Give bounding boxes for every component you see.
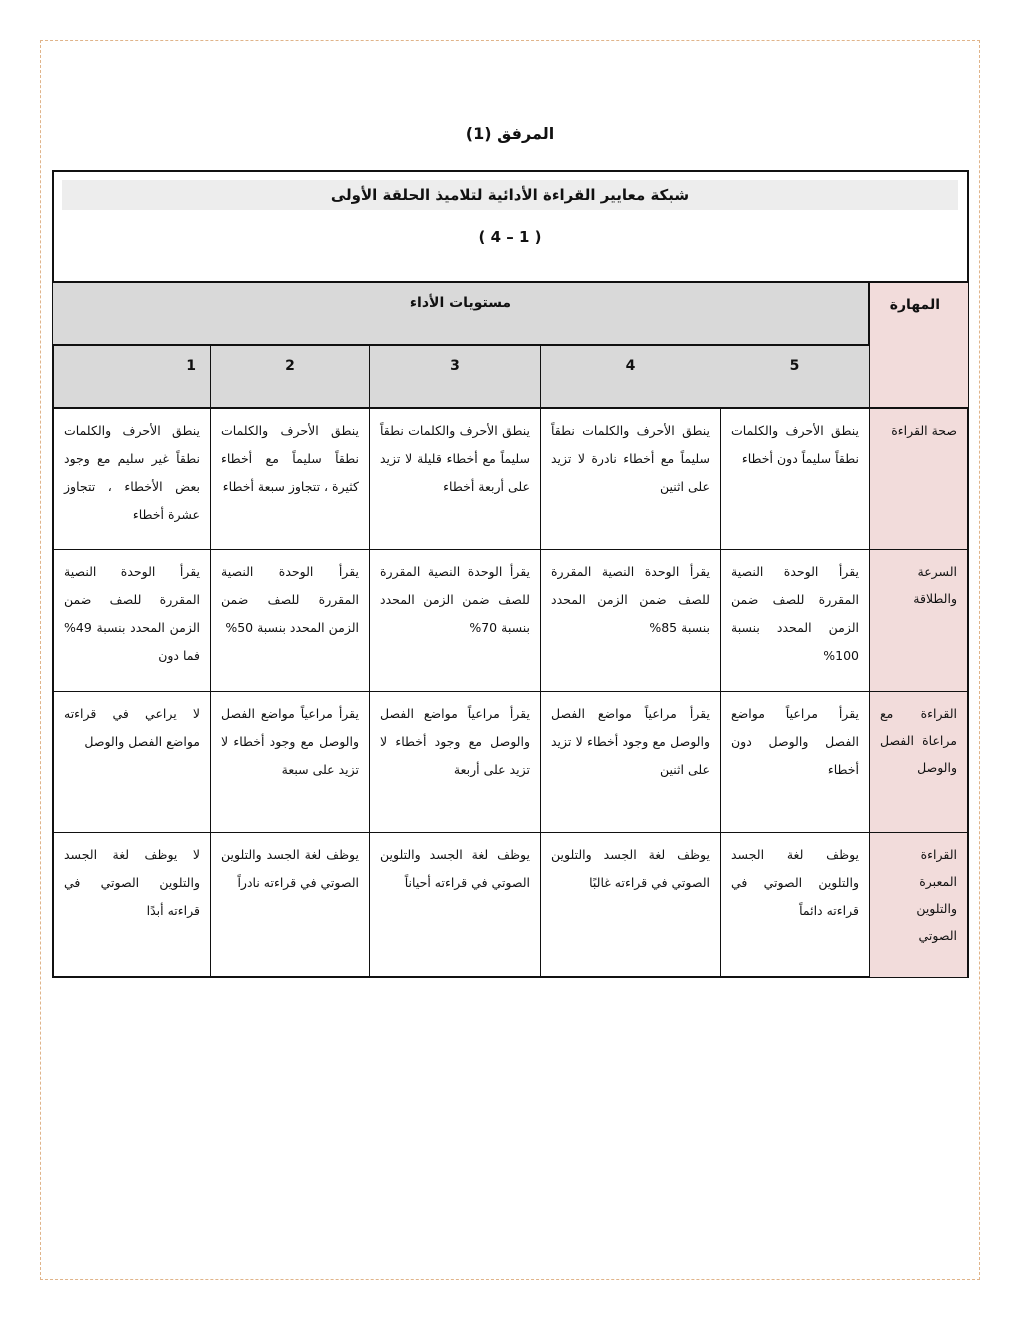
criteria-cell: يقرأ الوحدة النصية المقررة للصف ضمن الزمن المحدد بنسبة 100% (720, 549, 870, 692)
criteria-cell: ينطق الأحرف والكلمات نطقاً سليماً دون أخطاء (720, 408, 870, 550)
levels-header-label: مستويات الأداء (409, 295, 512, 311)
level-5: 5 (720, 346, 869, 408)
criteria-cell: لا يوظف لغة الجسد والتلوين الصوتي في قراءته أبدًا (53, 832, 211, 978)
criteria-cell: يقرأ الوحدة النصية المقررة للصف ضمن الزمن المحدد بنسبة 85% (540, 549, 721, 692)
skill-cell: القراءة مع مراعاة الفصل والوصل (869, 691, 968, 833)
attachment-title: المرفق (1) (465, 124, 555, 143)
criteria-cell: يقرأ الوحدة النصية المقررة للصف ضمن الزمن المحدد بنسبة 49% فما دون (53, 549, 211, 692)
criteria-cell: يوظف لغة الجسد والتلوين الصوتي في قراءته أحياناً (369, 832, 541, 978)
table-range: ( 4 – 1 ) (478, 228, 542, 246)
criteria-cell: ينطق الأحرف والكلمات نطقاً سليماً مع أخطاء كثيرة ، تتجاوز سبعة أخطاء (210, 408, 370, 550)
criteria-cell: لا يراعي في قراءته مواضع الفصل والوصل (53, 691, 211, 833)
level-3: 3 (369, 346, 540, 408)
criteria-cell: ينطق الأحرف والكلمات نطقاً سليماً مع أخطاء نادرة لا تزيد على اثنين (540, 408, 721, 550)
criteria-cell: ينطق الأحرف والكلمات نطقاً سليماً مع أخطاء قليلة لا تزيد على أربعة أخطاء (369, 408, 541, 550)
criteria-cell: يقرأ الوحدة النصية المقررة للصف ضمن الزمن المحدد بنسبة 50% (210, 549, 370, 692)
criteria-cell: يقرأ مراعياً مواضع الفصل والوصل دون أخطاء (720, 691, 870, 833)
skill-cell: صحة القراءة (869, 408, 968, 550)
criteria-cell: يقرأ مراعياً مواضع الفصل والوصل مع وجود أخطاء لا تزيد على اثنين (540, 691, 721, 833)
level-4: 4 (540, 346, 720, 408)
criteria-cell: يوظف لغة الجسد والتلوين الصوتي في قراءته نادراً (210, 832, 370, 978)
level-1: 1 (53, 346, 210, 408)
criteria-cell: يقرأ مراعياً مواضع الفصل والوصل مع وجود أخطاء لا تزيد على أربعة (369, 691, 541, 833)
skill-header (869, 283, 968, 408)
skill-cell: القراءة المعبرة والتلوين الصوتي (869, 832, 968, 978)
skill-header-label: المهارة (889, 297, 940, 313)
criteria-cell: يقرأ الوحدة النصية المقررة للصف ضمن الزمن المحدد بنسبة 70% (369, 549, 541, 692)
criteria-cell: يقرأ مراعياً مواضع الفصل والوصل مع وجود أخطاء لا تزيد على سبعة (210, 691, 370, 833)
criteria-cell: ينطق الأحرف والكلمات نطقاً غير سليم مع وجود بعض الأخطاء ، تتجاوز عشرة أخطاء (53, 408, 211, 550)
level-2: 2 (210, 346, 369, 408)
levels-header (53, 283, 869, 346)
criteria-cell: يوظف لغة الجسد والتلوين الصوتي في قراءته دائماً (720, 832, 870, 978)
table-title: شبكة معايير القراءة الأدائية لتلاميذ الحلقة الأولى (62, 180, 958, 210)
criteria-cell: يوظف لغة الجسد والتلوين الصوتي في قراءته غالبًا (540, 832, 721, 978)
skill-cell: السرعة والطلاقة (869, 549, 968, 692)
